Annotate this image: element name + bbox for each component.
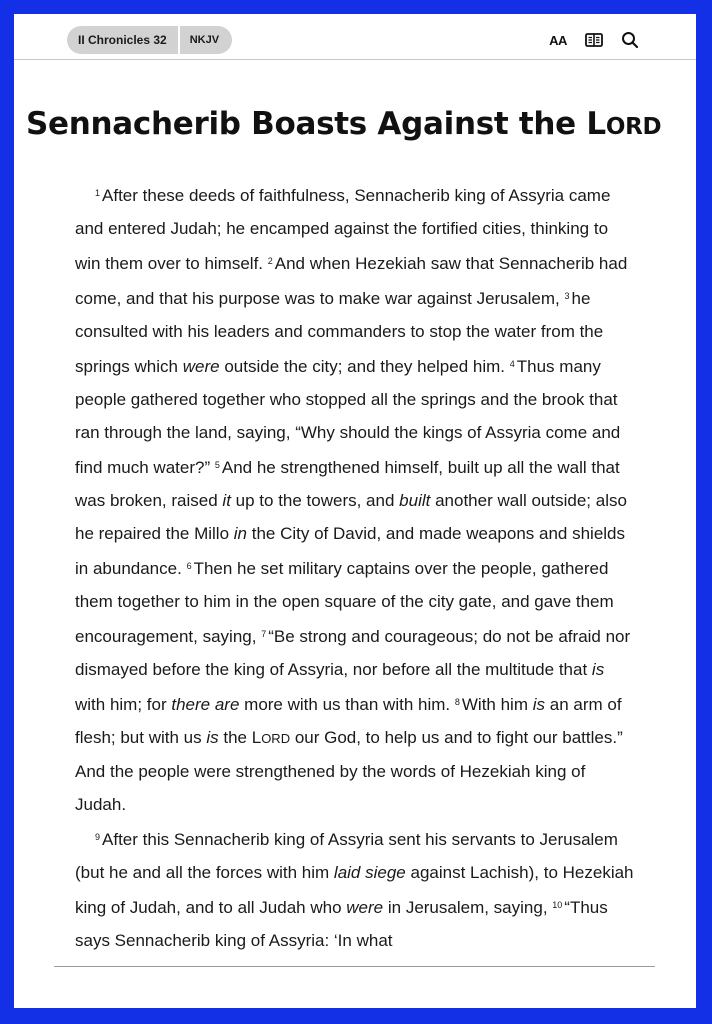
verse-number: 2 [267,256,273,266]
verse-text: outside the city; and they helped him. [224,357,506,376]
book-chapter-button[interactable]: II Chronicles 32 [78,33,167,47]
verse-text: the L [223,728,262,747]
paragraph-2 [75,821,635,957]
italic-word: it [222,491,231,510]
smallcaps-lord: ORD [261,731,291,746]
italic-word: laid siege [333,863,406,882]
heading-smallcaps: ORD [605,114,662,140]
verse-text: more with us than with him. [244,695,451,714]
verse-text: in Jerusalem, saying, [387,898,548,917]
italic-word: were [346,898,384,917]
verse-text: After these deeds of faithfulness, Sennacherib king of Assyria came and entered Judah; he encamped against the fortified cities, thinking to win them over to himself. [75,186,611,273]
version-button[interactable]: NKJV [178,26,232,54]
verse-text: an arm of flesh; but with us [75,695,622,747]
section-heading [26,106,661,142]
italic-word: is [206,728,219,747]
paragraph-1 [75,177,635,821]
verse-number: 1 [95,188,101,198]
verse-text: “Thus says Sennacherib king of Assyria: ‘In what [75,898,608,950]
top-toolbar [14,14,696,60]
text-size-icon[interactable] [547,29,569,51]
verse-number: 4 [509,359,515,369]
verse-text: he consulted with his leaders and commanders to stop the water from the springs which [75,289,604,376]
italic-word: built [399,491,431,510]
verse-text: with him; for [75,695,167,714]
verse-number: 8 [454,697,460,707]
reader-window [14,14,696,1008]
verse-number: 6 [186,561,192,571]
verse-text: With him [461,695,528,714]
italic-word: in [233,524,247,543]
verse-number: 7 [261,629,267,639]
italic-word: is [591,660,605,679]
verse-number: 3 [564,291,570,301]
verse-text: And he strengthened himself, built up all the wall that was broken, raised [75,458,620,510]
italic-word: is [532,695,546,714]
bottom-divider [54,966,655,967]
scripture-text [75,177,635,957]
verse-number: 10 [552,900,563,910]
book-icon[interactable] [583,29,605,51]
verse-text: “Be strong and courageous; do not be afraid nor dismayed before the king of Assyria, nor before all the multitude that [75,627,631,679]
heading-text: Sennacherib Boasts Against the L [26,106,606,142]
italic-word: were [182,357,220,376]
verse-number: 5 [214,460,220,470]
search-icon[interactable] [619,29,641,51]
verse-text: another wall outside; also he repaired the Millo [75,491,627,543]
verse-text: up to the towers, and [235,491,395,510]
passage-selector[interactable] [67,26,232,54]
book-icon-graphic [585,33,603,47]
search-icon-graphic [621,31,639,49]
toolbar-icons [547,29,641,51]
verse-text: And when Hezekiah saw that Sennacherib had come, and that his purpose was to make war against Jerusalem, [75,254,628,308]
verse-text: Thus many people gathered together who stopped all the springs and the brook that ran through the land, saying, “Why should the kings of Assyria come and find much water?” [75,357,621,477]
verse-text: our God, to help us and to fight our battles.” And the people were strengthened by the words of Hezekiah king of Judah. [75,728,623,814]
verse-text: the City of David, and made weapons and shields in abundance. [75,524,626,578]
verse-text: Then he set military captains over the people, gathered them together to him in the open square of the city gate, and gave them encouragement, saying, [75,559,614,646]
italic-word: there are [171,695,240,714]
verse-9[interactable] [75,830,634,917]
verse-text: After this Sennacherib king of Assyria sent his servants to Jerusalem (but he and all the forces with him [75,830,618,882]
verse-number: 9 [95,832,101,842]
verse-text: against Lachish), to Hezekiah king of Judah, and to all Judah who [75,863,634,917]
text-size-label: AA [549,32,567,48]
